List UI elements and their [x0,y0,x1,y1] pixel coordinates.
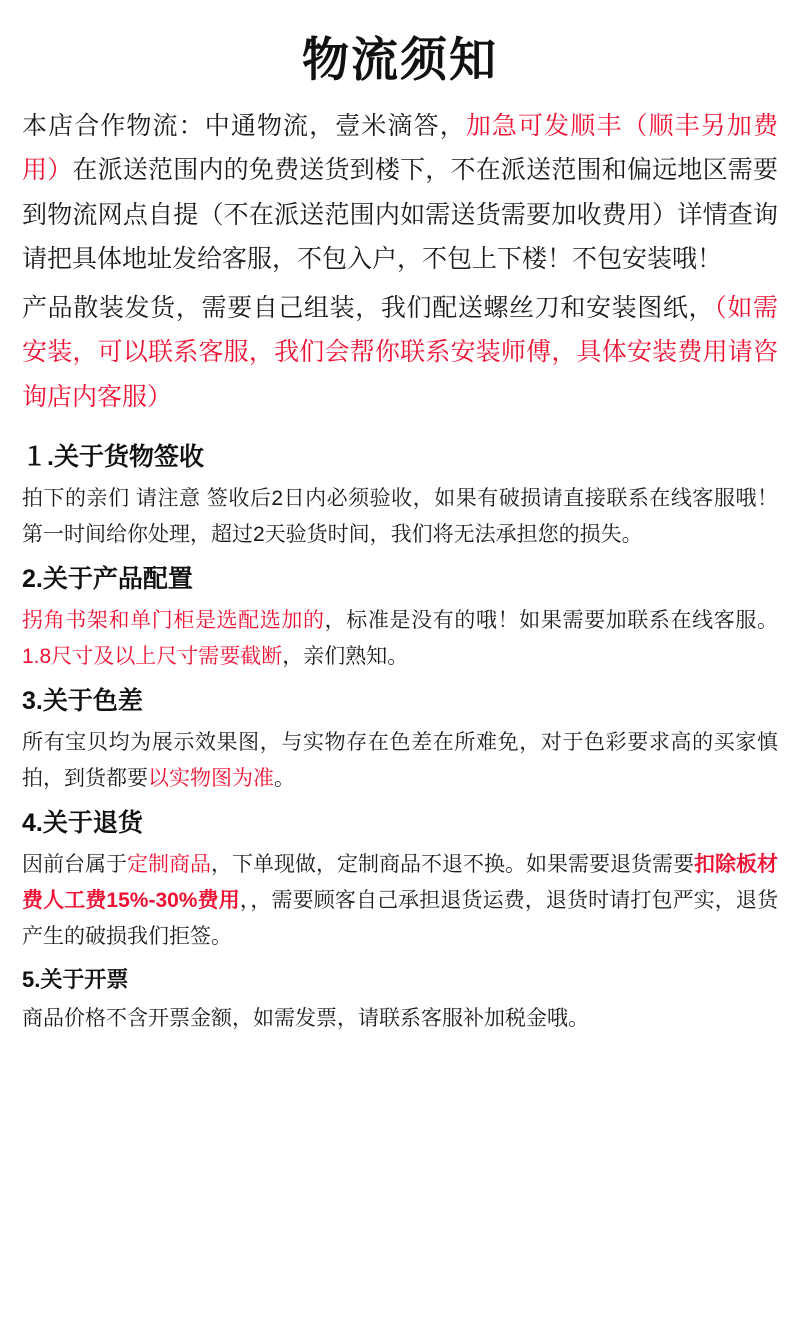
section-body [22,603,778,675]
section-body [22,725,778,797]
body-span: ，，需要顾客自己承担退货运费，退货时请打包严实，退货产生的破损我们拒签。 [22,888,778,949]
body-span: 1.8尺寸及以上尺寸需要截断 [22,645,283,669]
page-title: 物流须知 [302,33,498,86]
section-heading: 5.关于开票 [22,967,129,993]
body-span: 因前台属于 [22,852,127,876]
intro-text-part2: 在派送范围内的免费送货到楼下，不在派送范围和偏远地区需要到物流网点自提（不在派送范围内如需送货需要加收费用）详情查询请把具体地址发给客服，不包入户，不包上下楼！不包安装哦！ [22,156,778,274]
section-heading: １.关于货物签收 [22,443,204,472]
body-span: 商品价格不含开票金额，如需发票，请联系客服补加税金哦。 [22,1006,589,1030]
assembly-text-part1: 产品散装发货，需要自己组装，我们配送螺丝刀和安装图纸， [22,293,715,322]
section-color-difference [22,685,778,797]
section-delivery-receipt [22,441,778,553]
body-span: 拍下的亲们 请注意 签收后2日内必须验收，如果有破损请直接联系在线客服哦！第一时间给你处理，超过2天验货时间，我们将无法承担您的损失。 [22,486,778,547]
assembly-intro-paragraph [22,286,778,420]
intro-text-part1: 本店合作物流：中通物流，壹米滴答， [22,111,466,140]
body-span: ，标准是没有的哦！如果需要加联系在线客服。 [324,608,779,632]
body-span: 以实物图为准 [148,766,274,790]
section-heading: 4.关于退货 [22,809,143,838]
section-returns [22,807,778,955]
body-span: 所有宝贝均为展示效果图，与实物存在色差在所难免，对于色彩要求高的买家慎拍，到货都要 [22,730,778,790]
intro-text-highlight: 加急可发顺丰（顺丰另加费用） [22,111,778,185]
body-span: 定制商品 [127,852,211,876]
section-body [22,1001,778,1037]
body-span: 拐角书架和单门柜是选配选加的 [22,608,325,632]
logistics-intro-paragraph [22,104,778,282]
section-product-config [22,563,778,675]
section-heading: 2.关于产品配置 [22,565,193,594]
body-span: ，亲们熟知。 [282,645,409,669]
body-span: ，下单现做，定制商品不退不换。如果需要退货需要 [211,852,694,876]
section-body [22,481,778,553]
body-span: 。 [274,766,295,790]
section-invoice [22,965,778,1037]
section-body [22,847,778,955]
section-heading: 3.关于色差 [22,687,143,716]
body-span: 扣除板材费人工费15%-30%费用 [22,852,778,912]
assembly-text-highlight: （如需安装，可以联系客服，我们会帮你联系安装师傅，具体安装费用请咨询店内客服） [22,293,778,411]
